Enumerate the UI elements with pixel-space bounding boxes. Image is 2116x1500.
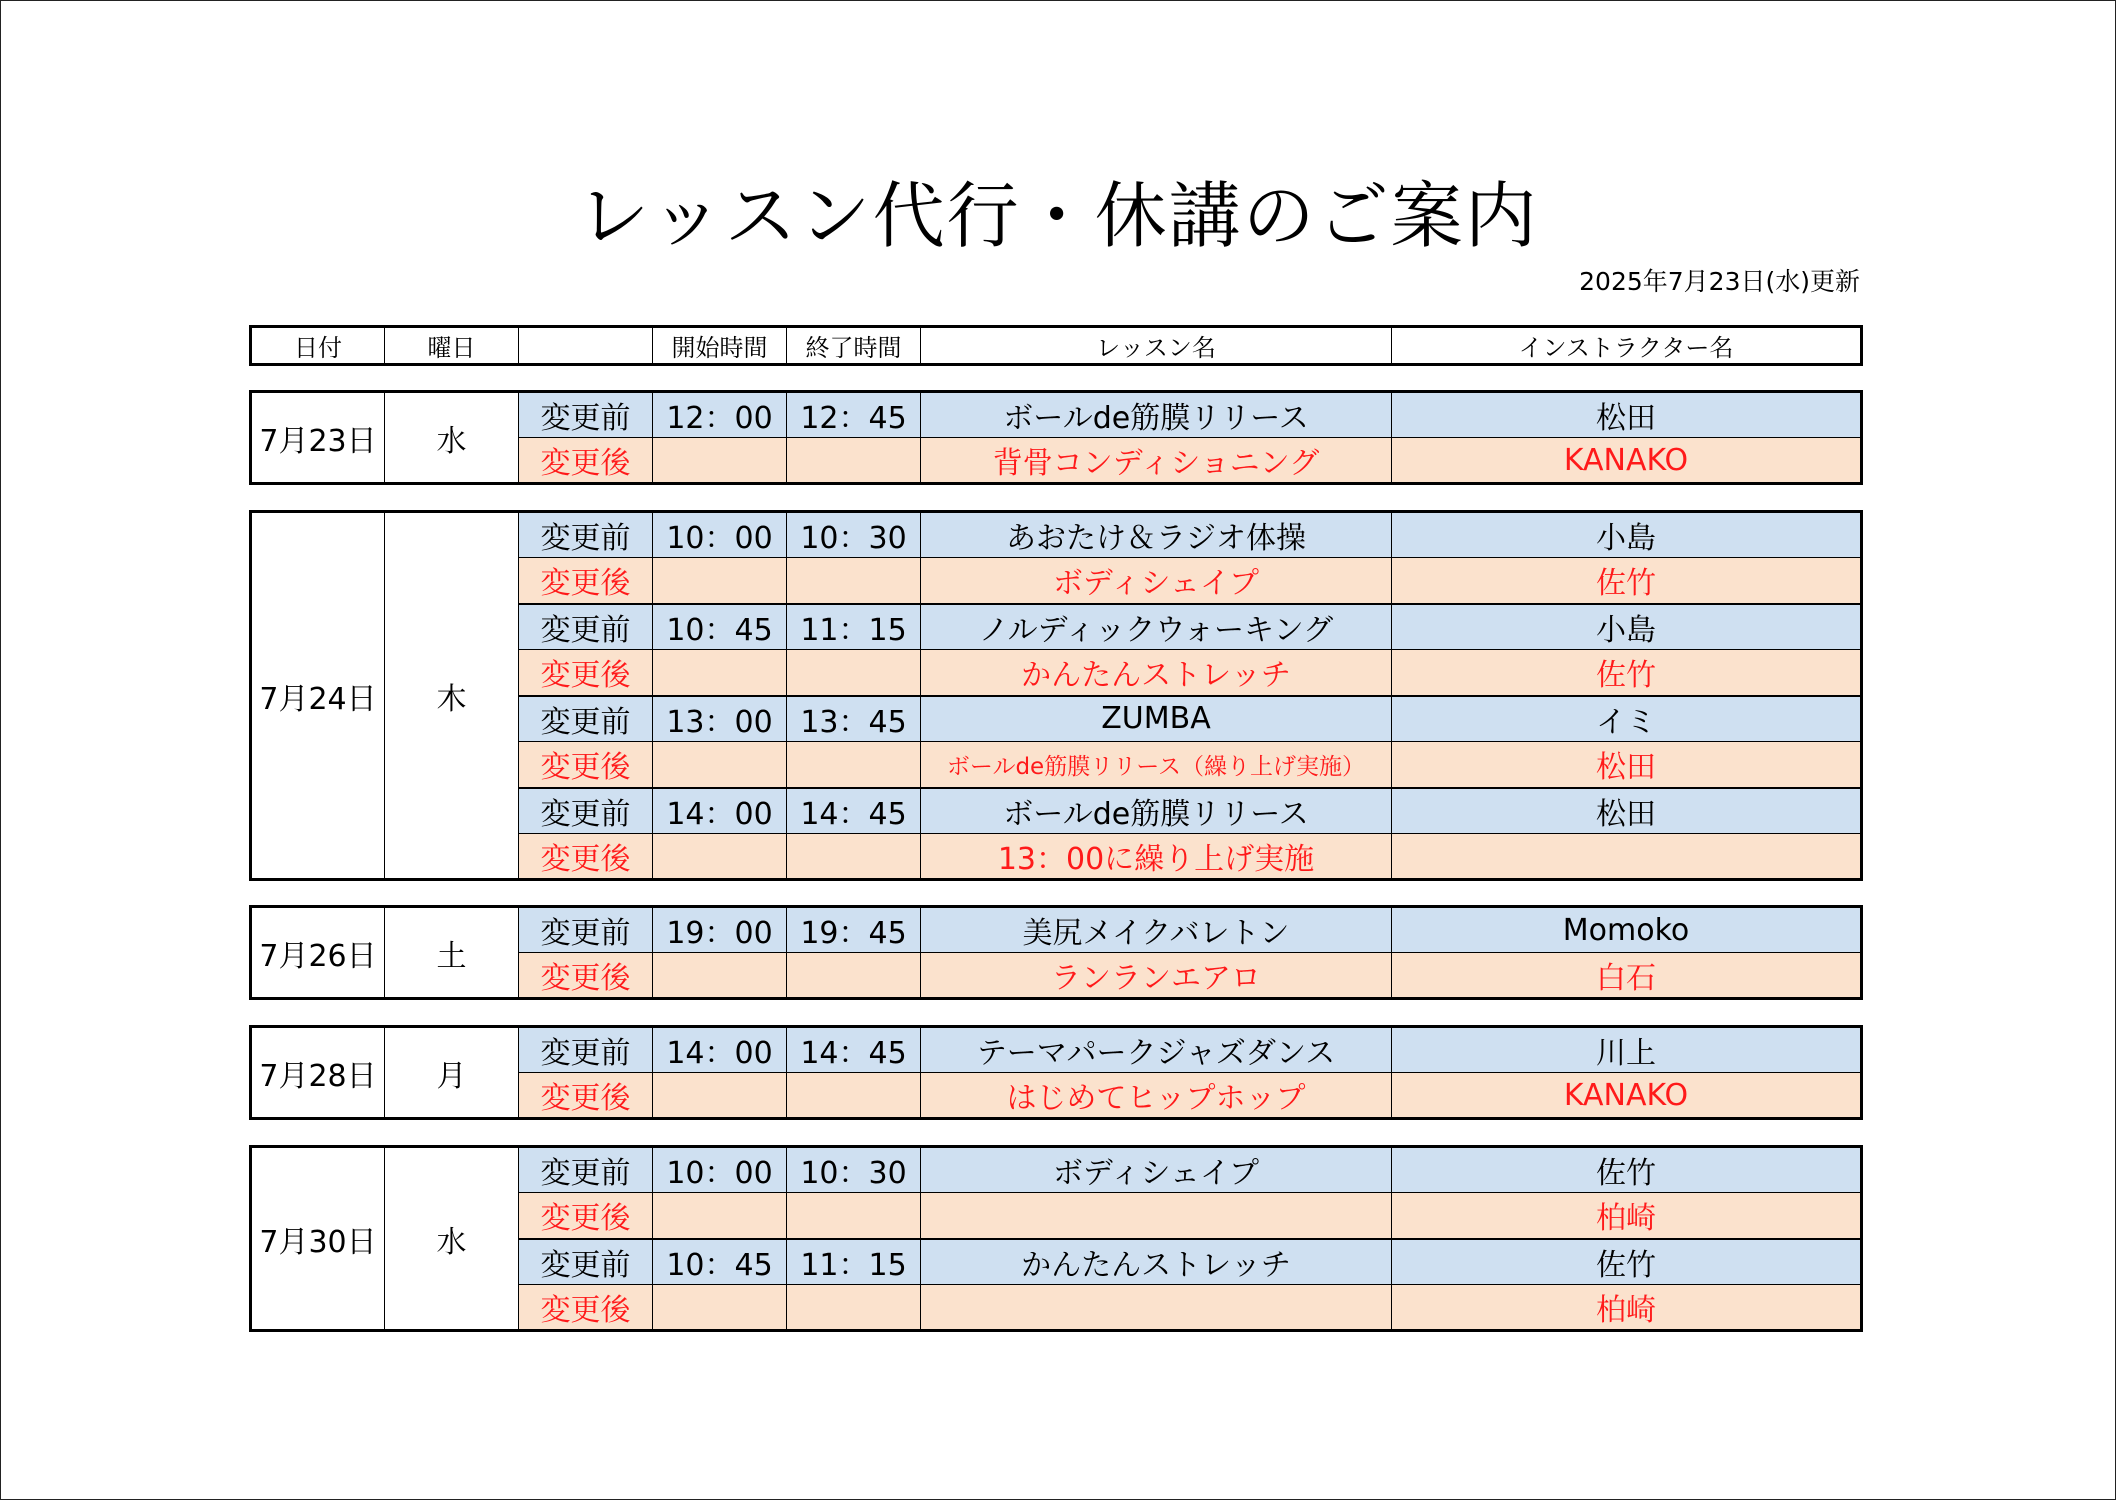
status-cell: 変更後 (519, 742, 653, 788)
date-cell: 7月28日 (251, 1027, 385, 1119)
status-cell: 変更前 (519, 1147, 653, 1193)
row-before-change (251, 1147, 1862, 1193)
start-cell: 12：00 (653, 392, 787, 438)
instructor-cell: 小島 (1392, 604, 1862, 650)
instructor-cell: KANAKO (1392, 1073, 1862, 1119)
start-cell: 14：00 (653, 788, 787, 834)
header-lesson: レッスン名 (921, 327, 1392, 365)
row-before-change (251, 392, 1862, 438)
instructor-cell: 松田 (1392, 392, 1862, 438)
end-cell: 11：15 (787, 604, 921, 650)
start-cell: 14：00 (653, 1027, 787, 1073)
start-cell (653, 1193, 787, 1239)
status-cell: 変更後 (519, 558, 653, 604)
status-cell: 変更後 (519, 1285, 653, 1331)
header-instructor: インストラクター名 (1392, 327, 1862, 365)
start-cell (653, 742, 787, 788)
instructor-cell: 佐竹 (1392, 650, 1862, 696)
start-cell (653, 558, 787, 604)
start-cell: 10：45 (653, 604, 787, 650)
start-cell: 10：00 (653, 512, 787, 558)
instructor-cell: 佐竹 (1392, 1147, 1862, 1193)
status-cell: 変更後 (519, 834, 653, 880)
row-before-change (251, 512, 1862, 558)
end-cell: 12：45 (787, 392, 921, 438)
status-cell: 変更前 (519, 604, 653, 650)
end-cell: 14：45 (787, 788, 921, 834)
start-cell: 13：00 (653, 696, 787, 742)
instructor-cell: 松田 (1392, 788, 1862, 834)
lesson-cell: ボディシェイプ (921, 1147, 1392, 1193)
end-cell: 10：30 (787, 1147, 921, 1193)
start-cell (653, 1285, 787, 1331)
lesson-cell: ノルディックウォーキング (921, 604, 1392, 650)
status-cell: 変更前 (519, 1027, 653, 1073)
end-cell: 10：30 (787, 512, 921, 558)
status-cell: 変更後 (519, 438, 653, 484)
weekday-cell: 水 (385, 392, 519, 484)
date-cell: 7月26日 (251, 907, 385, 999)
row-before-change (251, 907, 1862, 953)
header-status (519, 327, 653, 365)
instructor-cell: 川上 (1392, 1027, 1862, 1073)
lesson-cell: あおたけ＆ラジオ体操 (921, 512, 1392, 558)
page-title: レッスン代行・休講のご案内 (577, 174, 1539, 258)
start-cell (653, 1073, 787, 1119)
start-cell (653, 438, 787, 484)
date-cell: 7月30日 (251, 1147, 385, 1331)
lesson-cell: ランランエアロ (921, 953, 1392, 999)
status-cell: 変更前 (519, 788, 653, 834)
end-cell (787, 1193, 921, 1239)
schedule-group (249, 1025, 1863, 1120)
end-cell (787, 558, 921, 604)
schedule-group (249, 1145, 1863, 1332)
end-cell (787, 1285, 921, 1331)
lesson-cell: ボールde筋膜リリース (921, 788, 1392, 834)
end-cell: 13：45 (787, 696, 921, 742)
date-cell: 7月24日 (251, 512, 385, 880)
lesson-cell: かんたんストレッチ (921, 650, 1392, 696)
schedule-group (249, 905, 1863, 1000)
weekday-cell: 木 (385, 512, 519, 880)
row-before-change (251, 1027, 1862, 1073)
start-cell: 19：00 (653, 907, 787, 953)
lesson-cell: 背骨コンディショニング (921, 438, 1392, 484)
schedule-group (249, 390, 1863, 485)
instructor-cell: Momoko (1392, 907, 1862, 953)
status-cell: 変更前 (519, 907, 653, 953)
lesson-cell: かんたんストレッチ (921, 1239, 1392, 1285)
lesson-cell: はじめてヒップホップ (921, 1073, 1392, 1119)
header-row (251, 327, 1862, 365)
lesson-cell: ボールde筋膜リリース (921, 392, 1392, 438)
end-cell: 11：15 (787, 1239, 921, 1285)
instructor-cell: 柏崎 (1392, 1193, 1862, 1239)
lesson-cell (921, 1285, 1392, 1331)
instructor-cell: KANAKO (1392, 438, 1862, 484)
updated-date: 2025年7月23日(水)更新 (1579, 267, 1860, 296)
instructor-cell: 佐竹 (1392, 558, 1862, 604)
lesson-cell: 美尻メイクバレトン (921, 907, 1392, 953)
start-cell (653, 650, 787, 696)
status-cell: 変更前 (519, 392, 653, 438)
lesson-cell: 13：00に繰り上げ実施 (921, 834, 1392, 880)
lesson-cell: ボディシェイプ (921, 558, 1392, 604)
lesson-cell: ボールde筋膜リリース（繰り上げ実施） (921, 742, 1392, 788)
weekday-cell: 月 (385, 1027, 519, 1119)
end-cell (787, 438, 921, 484)
schedule-group (249, 510, 1863, 881)
end-cell: 14：45 (787, 1027, 921, 1073)
end-cell (787, 953, 921, 999)
header-table (249, 325, 1863, 366)
instructor-cell: 小島 (1392, 512, 1862, 558)
end-cell (787, 650, 921, 696)
instructor-cell: 白石 (1392, 953, 1862, 999)
instructor-cell: イミ (1392, 696, 1862, 742)
end-cell (787, 742, 921, 788)
instructor-cell (1392, 834, 1862, 880)
status-cell: 変更前 (519, 1239, 653, 1285)
header-end: 終了時間 (787, 327, 921, 365)
end-cell: 19：45 (787, 907, 921, 953)
lesson-cell (921, 1193, 1392, 1239)
header-start: 開始時間 (653, 327, 787, 365)
weekday-cell: 土 (385, 907, 519, 999)
date-cell: 7月23日 (251, 392, 385, 484)
status-cell: 変更後 (519, 650, 653, 696)
start-cell (653, 953, 787, 999)
header-date: 日付 (251, 327, 385, 365)
instructor-cell: 松田 (1392, 742, 1862, 788)
start-cell: 10：45 (653, 1239, 787, 1285)
status-cell: 変更前 (519, 512, 653, 558)
lesson-cell: テーマパークジャズダンス (921, 1027, 1392, 1073)
end-cell (787, 1073, 921, 1119)
lesson-cell: ZUMBA (921, 696, 1392, 742)
status-cell: 変更後 (519, 953, 653, 999)
start-cell: 10：00 (653, 1147, 787, 1193)
instructor-cell: 柏崎 (1392, 1285, 1862, 1331)
status-cell: 変更後 (519, 1073, 653, 1119)
end-cell (787, 834, 921, 880)
weekday-cell: 水 (385, 1147, 519, 1331)
instructor-cell: 佐竹 (1392, 1239, 1862, 1285)
status-cell: 変更後 (519, 1193, 653, 1239)
status-cell: 変更前 (519, 696, 653, 742)
start-cell (653, 834, 787, 880)
header-dow: 曜日 (385, 327, 519, 365)
